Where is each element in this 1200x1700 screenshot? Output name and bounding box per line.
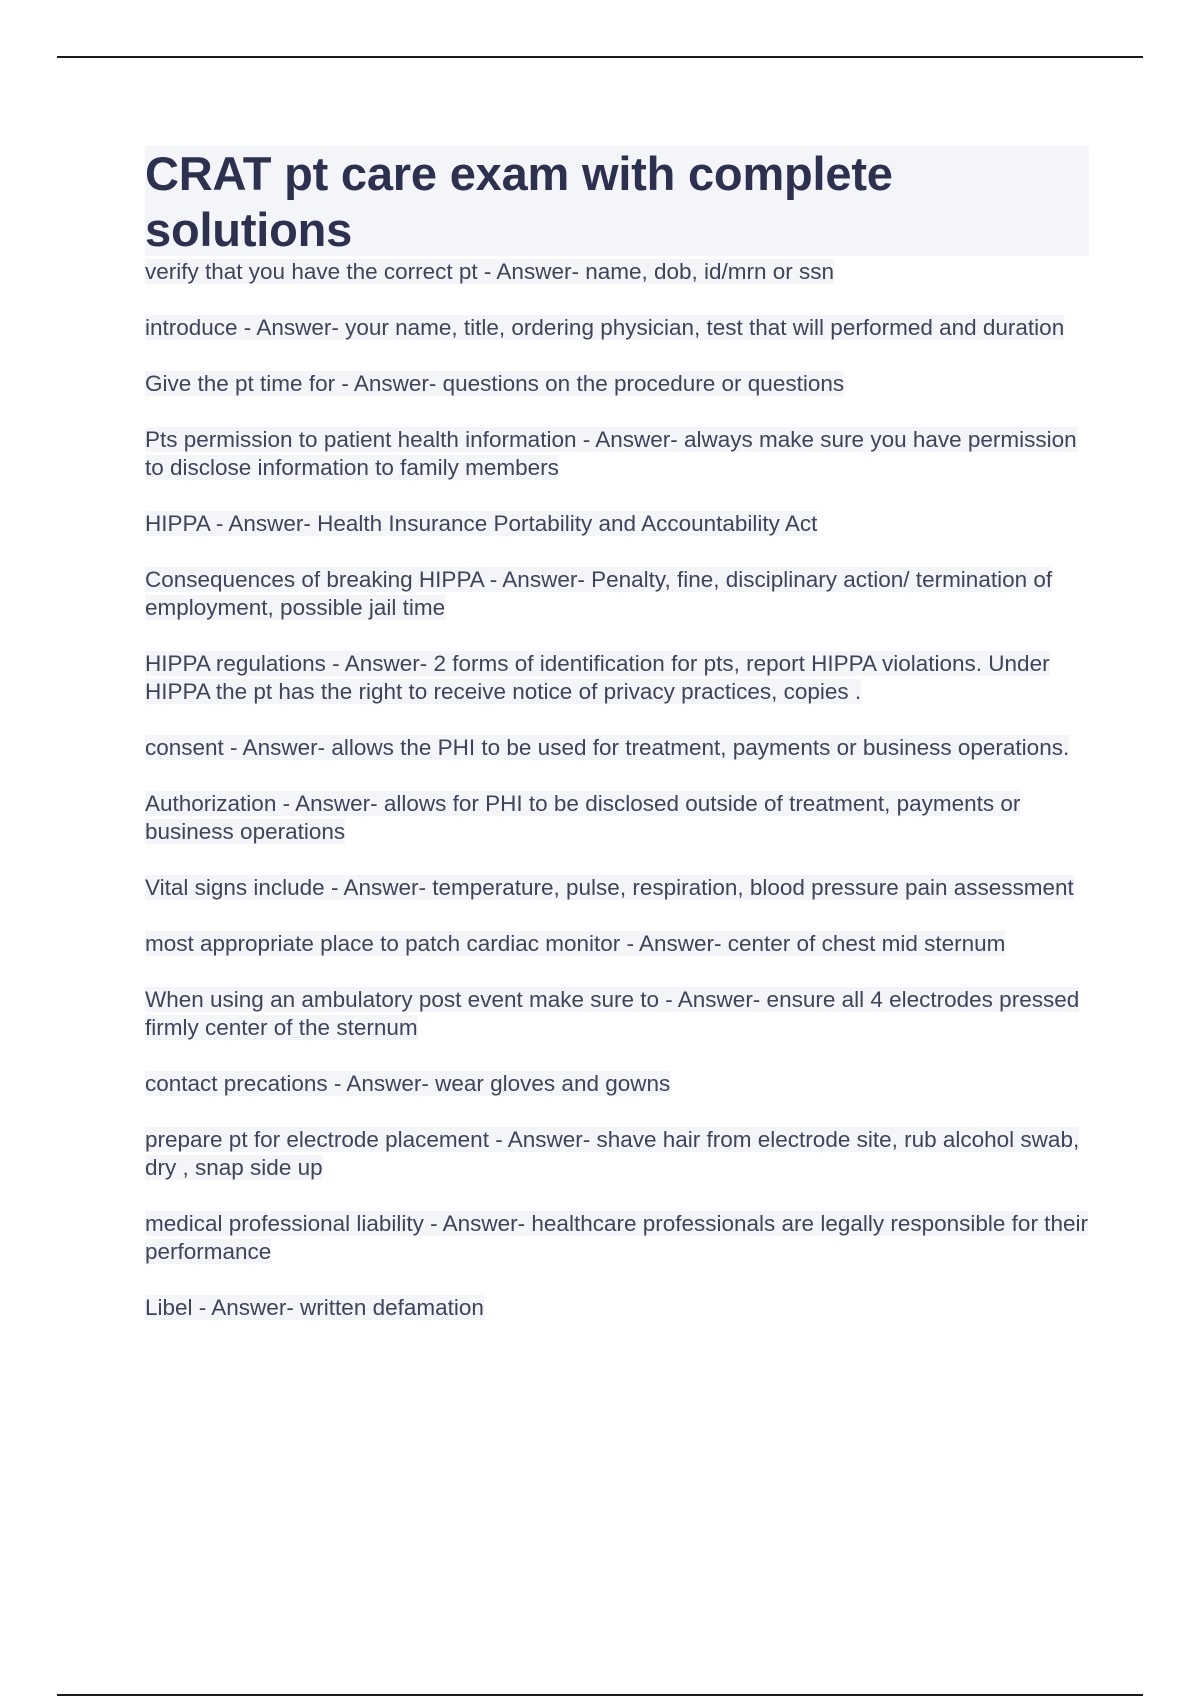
title-block: [145, 146, 1089, 256]
qa-item: introduce - Answer- your name, title, ordering physician, test that will performed and duration: [145, 315, 1065, 340]
top-rule: [57, 56, 1143, 58]
qa-item: HIPPA - Answer- Health Insurance Portability and Accountability Act: [145, 511, 818, 536]
document-body: [145, 146, 1089, 1350]
qa-item: most appropriate place to patch cardiac monitor - Answer- center of chest mid sternum: [145, 931, 1006, 956]
qa-item: Consequences of breaking HIPPA - Answer- Penalty, fine, disciplinary action/ termination of employment, possible jail time: [145, 567, 1053, 620]
qa-item: contact precations - Answer- wear gloves and gowns: [145, 1071, 671, 1096]
qa-item: Authorization - Answer- allows for PHI to be disclosed outside of treatment, payments or business operations: [145, 791, 1021, 844]
qa-item: consent - Answer- allows the PHI to be used for treatment, payments or business operations.: [145, 735, 1070, 760]
qa-item: medical professional liability - Answer- healthcare professionals are legally responsible for their performance: [145, 1211, 1088, 1264]
qa-item: HIPPA regulations - Answer- 2 forms of identification for pts, report HIPPA violations. Under HIPPA the pt has the right to receive notice of privacy practices, copies .: [145, 651, 1050, 704]
qa-list: [145, 258, 1089, 1322]
bottom-rule: [57, 1694, 1143, 1696]
qa-item: Pts permission to patient health information - Answer- always make sure you have permission to disclose information to family members: [145, 427, 1077, 480]
qa-item: Vital signs include - Answer- temperature, pulse, respiration, blood pressure pain assessment: [145, 875, 1074, 900]
qa-item: verify that you have the correct pt - Answer- name, dob, id/mrn or ssn: [145, 259, 835, 284]
qa-item: Libel - Answer- written defamation: [145, 1295, 484, 1320]
document-title: CRAT pt care exam with complete solutions: [145, 147, 893, 256]
qa-item: prepare pt for electrode placement - Answer- shave hair from electrode site, rub alcohol swab, dry , snap side up: [145, 1127, 1080, 1180]
qa-item: Give the pt time for - Answer- questions on the procedure or questions: [145, 371, 845, 396]
qa-item: When using an ambulatory post event make sure to - Answer- ensure all 4 electrodes pressed firmly center of the sternum: [145, 987, 1080, 1040]
